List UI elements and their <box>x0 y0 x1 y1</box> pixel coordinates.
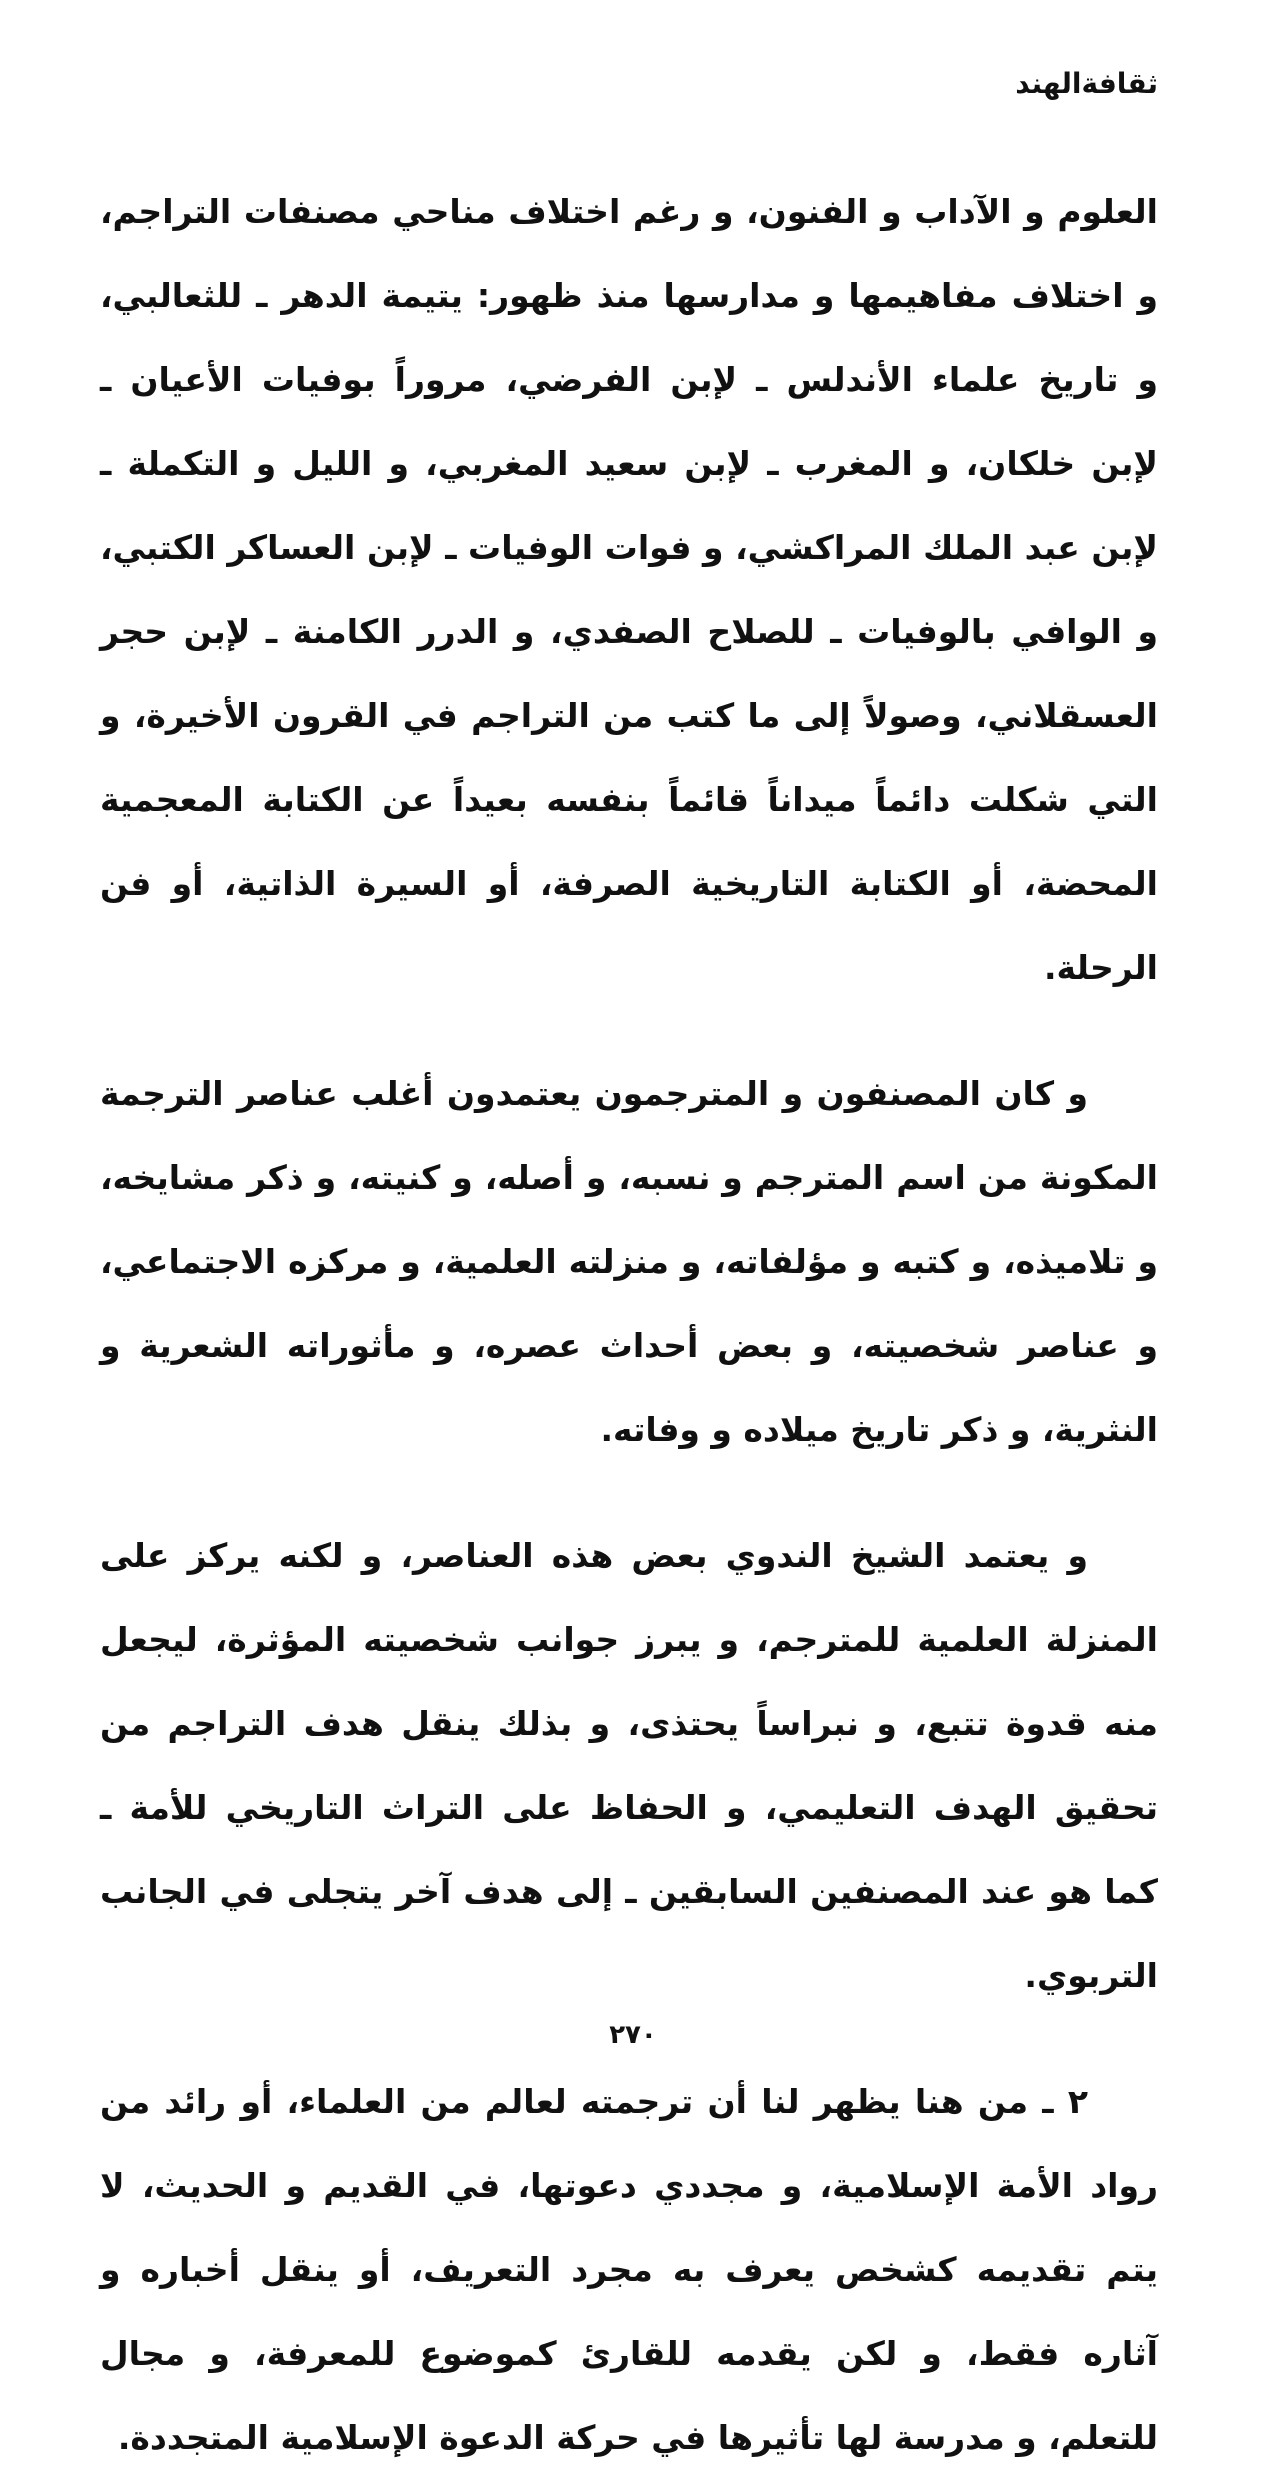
paragraph-1: العلوم و الآداب و الفنون، و رغم اختلاف مناحي مصنفات التراجم، و اختلاف مفاهيمها و مدارسها منذ ظهور: يتيمة الدهر ـ للثعالبي، و تاريخ علماء الأندلس ـ لإبن الفرضي، مروراً بوفيات الأعيان ـ لإبن خلكان، و المغرب ـ لإبن سعيد المغربي، و الليل و التكملة ـ لإبن عبد الملك المراكشي، و فوات الوفيات ـ لإبن العساكر الكتبي، و الوافي بالوفيات ـ للصلاح الصفدي، و الدرر الكامنة ـ لإبن حجر العسقلاني، وصولاً إلى ما كتب من التراجم في القرون الأخيرة، و التي شكلت دائماً ميداناً قائماً بنفسه بعيداً عن الكتابة المعجمية المحضة، أو الكتابة التاريخية الصرفة، أو السيرة الذاتية، أو فن الرحلة. <box>100 192 1158 987</box>
running-header-title: ثقافةالهند <box>1015 67 1158 100</box>
paragraph-3: و يعتمد الشيخ الندوي بعض هذه العناصر، و لكنه يركز على المنزلة العلمية للمترجم، و يبرز جوانب شخصيته المؤثرة، ليجعل منه قدوة تتبع، و نبراساً يحتذى، و بذلك ينقل هدف التراجم من تحقيق الهدف التعليمي، و الحفاظ على التراث التاريخي للأمة ـ كما هو عند المصنفين السابقين ـ إلى هدف آخر يتجلى في الجانب التربوي. <box>100 1536 1158 1995</box>
page-number: ٢٧٠ <box>609 2020 657 2050</box>
paragraph-2: و كان المصنفون و المترجمون يعتمدون أغلب عناصر الترجمة المكونة من اسم المترجم و نسبه، و أصله، و كنيته، و ذكر مشايخه، و تلاميذه، و كتبه و مؤلفاته، و منزلته العلمية، و مركزه الاجتماعي، و عناصر شخصيته، و بعض أحداث عصره، و مأثوراته الشعرية و النثرية، و ذكر تاريخ ميلاده و وفاته. <box>100 1074 1158 1449</box>
body-text <box>100 170 1158 2480</box>
paragraph-4: ٢ ـ من هنا يظهر لنا أن ترجمته لعالم من العلماء، أو رائد من رواد الأمة الإسلامية، و مجددي دعوتها، في القديم و الحديث، لا يتم تقديمه كشخص يعرف به مجرد التعريف، أو ينقل أخباره و آثاره فقط، و لكن يقدمه للقارئ كموضوع للمعرفة، و مجال للتعلم، و مدرسة لها تأثيرها في حركة الدعوة الإسلامية المتجددة. <box>100 2082 1158 2457</box>
